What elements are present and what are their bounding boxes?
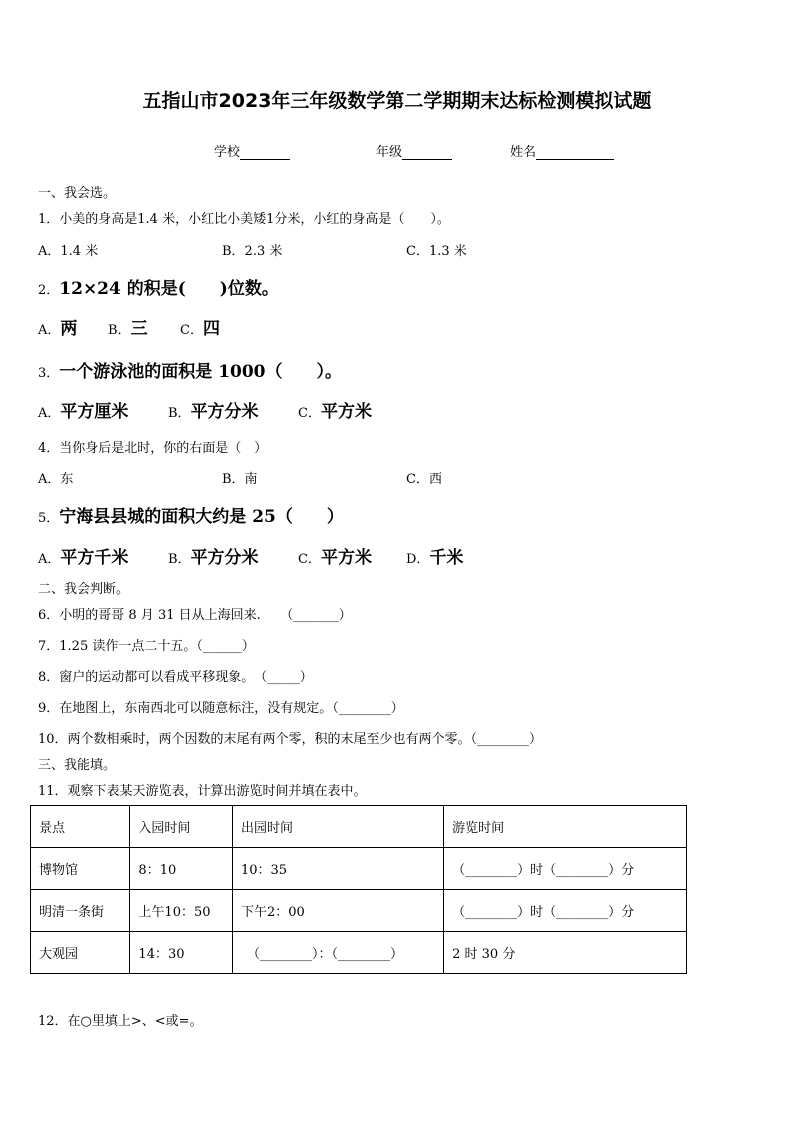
question-11: 11．观察下表某天游览表，计算出游览时间并填在表中。 xyxy=(38,784,367,799)
q1-option-c[interactable]: C．1.3 米 xyxy=(406,244,467,259)
table-header-cell: 入园时间 xyxy=(130,806,233,848)
page-title: 五指山市2023年三年级数学第二学期期末达标检测模拟试题 xyxy=(142,90,652,112)
table-row xyxy=(31,848,687,890)
question-7: 7．1.25 读作一点二十五。（______） xyxy=(38,639,255,654)
table-cell-answer[interactable]: （________）时（________）分 xyxy=(444,890,687,932)
q2-text: 12×24 的积是( )位数。 xyxy=(59,279,279,299)
table-row xyxy=(31,932,687,974)
table-cell-answer[interactable]: （________）：（________） xyxy=(232,932,443,974)
table-cell: 8：10 xyxy=(130,848,233,890)
q3-text: 一个游泳池的面积是 1000（ ）。 xyxy=(59,362,343,382)
q2-option-b[interactable]: B．三 xyxy=(108,319,148,339)
question-12: 12．在○里填上>、<或=。 xyxy=(38,1014,203,1029)
question-1: 1．小美的身高是1.4 米，小红比小美矮1分米，小红的身高是（ ）。 xyxy=(38,212,450,227)
table-cell: 下午2：00 xyxy=(232,890,443,932)
school-label: 学校 xyxy=(214,145,241,160)
q5-option-a[interactable]: A．平方千米 xyxy=(38,548,129,568)
q5-option-b[interactable]: B．平方分米 xyxy=(168,548,259,568)
table-cell: 2 时 30 分 xyxy=(444,932,687,974)
table-header-cell: 游览时间 xyxy=(444,806,687,848)
table-header-cell: 景点 xyxy=(31,806,130,848)
q3-option-a[interactable]: A．平方厘米 xyxy=(38,402,129,422)
question-2 xyxy=(38,274,279,299)
q5-option-c[interactable]: C．平方米 xyxy=(298,548,372,568)
tour-schedule-table xyxy=(30,805,687,974)
question-5 xyxy=(38,502,344,527)
table-cell: 大观园 xyxy=(31,932,130,974)
school-field xyxy=(214,141,290,160)
table-cell-answer[interactable]: （________）时（________）分 xyxy=(444,848,687,890)
q1-option-b[interactable]: B．2.3 米 xyxy=(222,244,283,259)
question-8: 8．窗户的运动都可以看成平移现象。 （_____） xyxy=(38,670,313,685)
name-field xyxy=(510,141,614,160)
name-blank[interactable] xyxy=(536,159,614,160)
grade-label: 年级 xyxy=(376,145,403,160)
q4-option-b[interactable]: B．南 xyxy=(222,472,258,487)
grade-blank[interactable] xyxy=(402,159,452,160)
q1-option-a[interactable]: A．1.4 米 xyxy=(38,244,99,259)
q4-option-a[interactable]: A．东 xyxy=(38,472,74,487)
table-row xyxy=(31,890,687,932)
q2-number: 2． xyxy=(38,283,60,298)
name-label: 姓名 xyxy=(510,145,537,160)
question-3 xyxy=(38,357,342,382)
section-heading-2: 二、我会判断。 xyxy=(38,582,130,597)
q3-number: 3． xyxy=(38,366,60,381)
table-cell: 博物馆 xyxy=(31,848,130,890)
table-header-row xyxy=(31,806,687,848)
table-header-cell: 出园时间 xyxy=(232,806,443,848)
table-cell: 10：35 xyxy=(232,848,443,890)
q4-option-c[interactable]: C．西 xyxy=(406,472,442,487)
section-heading-3: 三、我能填。 xyxy=(38,758,117,773)
question-6: 6．小明的哥哥 8 月 31 日从上海回来. （_______） xyxy=(38,608,352,623)
question-9: 9．在地图上，东南西北可以随意标注，没有规定。（________） xyxy=(38,701,404,716)
q3-option-b[interactable]: B．平方分米 xyxy=(168,402,259,422)
table-cell: 明清一条街 xyxy=(31,890,130,932)
q2-option-c[interactable]: C．四 xyxy=(180,319,220,339)
table-cell: 上午10：50 xyxy=(130,890,233,932)
grade-field xyxy=(376,141,452,160)
q2-option-a[interactable]: A．两 xyxy=(38,319,78,339)
q3-option-c[interactable]: C．平方米 xyxy=(298,402,372,422)
school-blank[interactable] xyxy=(240,159,290,160)
table-cell: 14：30 xyxy=(130,932,233,974)
section-heading-1: 一、我会选。 xyxy=(38,186,117,201)
q5-option-d[interactable]: D．千米 xyxy=(406,548,464,568)
question-4: 4．当你身后是北时，你的右面是（ ） xyxy=(38,441,268,456)
q5-text: 宁海县县城的面积大约是 25（ ） xyxy=(59,507,344,527)
question-10: 10．两个数相乘时，两个因数的末尾有两个零，积的末尾至少也有两个零。（________） xyxy=(38,732,543,747)
q5-number: 5． xyxy=(38,511,60,526)
